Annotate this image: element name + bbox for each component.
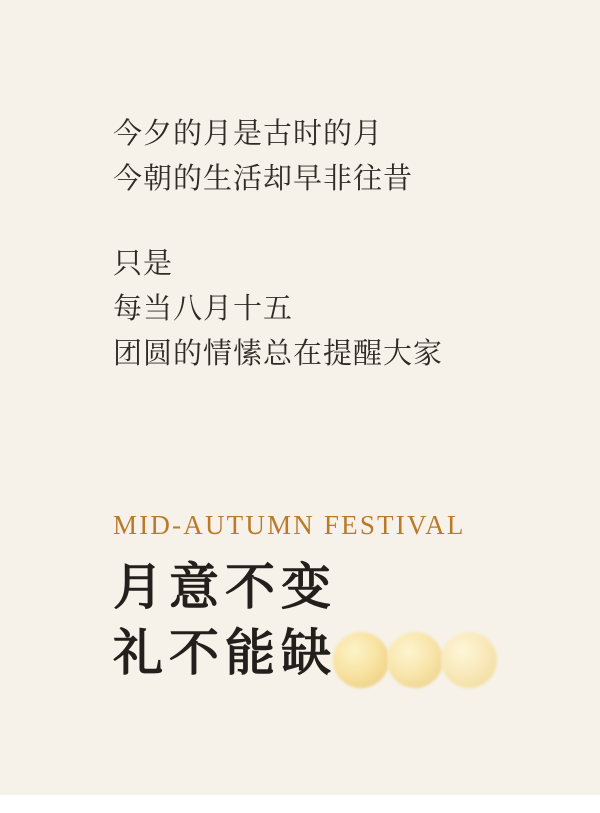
- headline-line-one: 月意不变: [113, 559, 337, 615]
- headline-block: [113, 508, 583, 686]
- verse-line-4: 每当八月十五: [113, 293, 294, 325]
- verse-line-2: 今朝的生活却早非往昔: [113, 163, 414, 195]
- footer-strip: [0, 795, 600, 813]
- verse-line-1: 今夕的月是古时的月: [113, 118, 384, 150]
- verse-line-5: 团圆的情愫总在提醒大家: [113, 338, 444, 370]
- verse-line-3: 只是: [113, 248, 174, 280]
- headline-line-two: 礼不能缺: [113, 625, 337, 681]
- stanza-spacer: [113, 202, 553, 242]
- verse-block: [113, 112, 553, 377]
- festival-eyebrow-text: MID-AUTUMN FESTIVAL: [113, 510, 466, 540]
